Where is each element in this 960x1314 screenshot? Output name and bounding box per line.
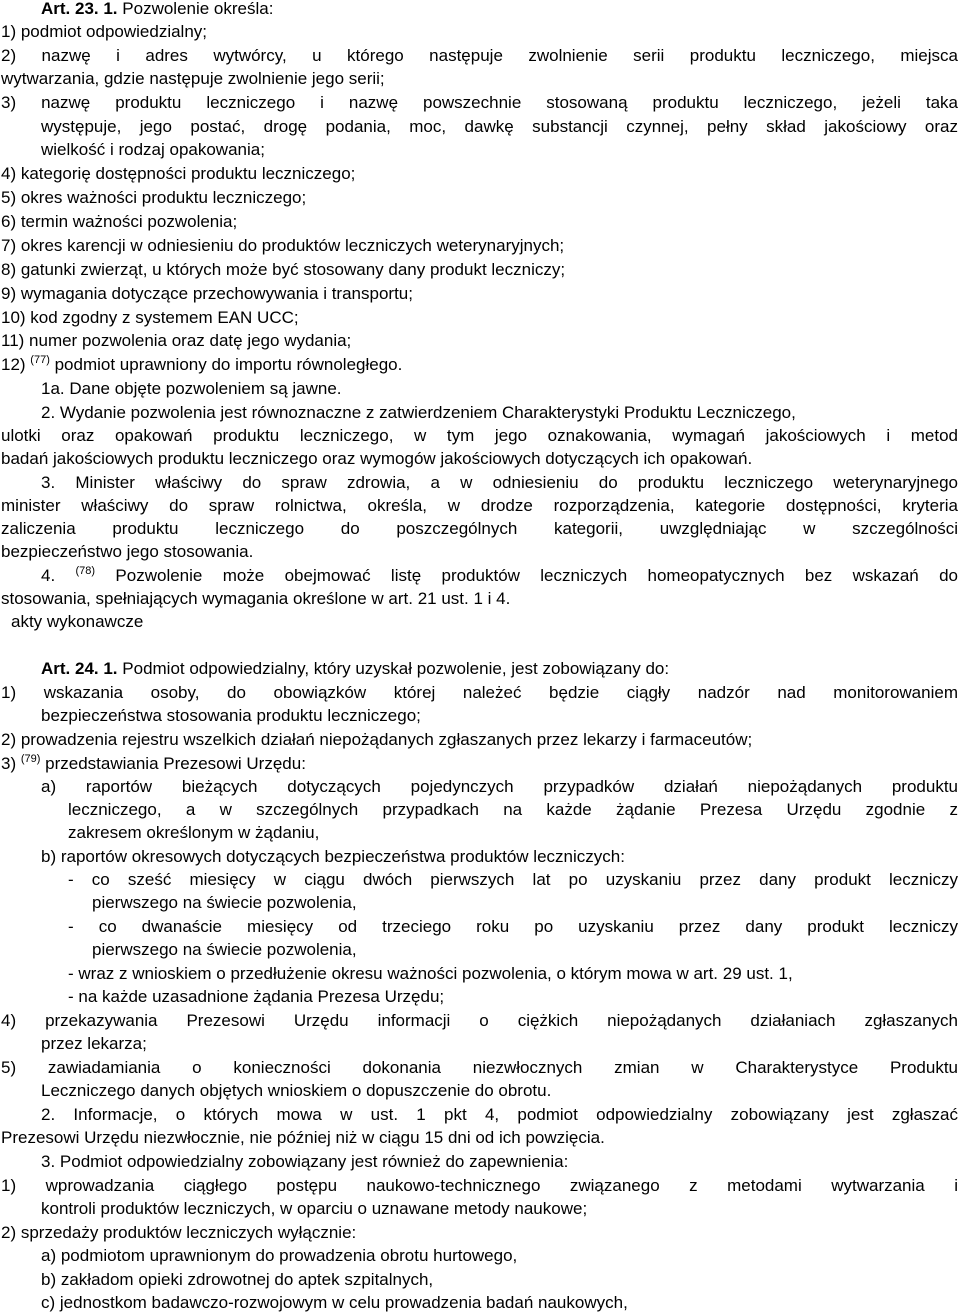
text-line (0, 1197, 958, 1220)
text-segment: - co dwanaście miesięcy od trzeciego roku po uzyskaniu przez dany produkt leczniczy (68, 917, 958, 936)
text-segment: wielkość i rodzaj opakowania; (41, 140, 265, 159)
text-line (0, 138, 958, 161)
text-segment: przedstawiania Prezesowi Urzędu: (40, 754, 306, 773)
text-line (0, 1244, 958, 1267)
text-line (0, 798, 958, 821)
text-line (0, 258, 958, 281)
text-segment: 2) sprzedaży produktów leczniczych wyłącznie: (1, 1223, 357, 1242)
text-line (0, 1268, 958, 1291)
text-line (0, 985, 958, 1008)
text-line (0, 401, 958, 424)
text-line (0, 306, 958, 329)
text-line (0, 353, 958, 376)
text-segment: ulotki oraz opakowań produktu leczniczego, w tym jego oznakowania, wymagań jakościowych i metod (1, 426, 958, 445)
text-segment: leczniczego, a w szczególnych przypadkach na każde żądanie Prezesa Urzędu zgodnie z (68, 800, 958, 819)
text-segment: minister właściwy do spraw rolnictwa, określa, w drodze rozporządzenia, kategorie dostępności, kryteria (1, 496, 958, 515)
text-segment: - co sześć miesięcy w ciągu dwóch pierwszych lat po uzyskaniu przez dany produkt leczniczy (68, 870, 958, 889)
text-line (0, 540, 958, 563)
text-line (0, 517, 958, 540)
text-segment: 2. Informacje, o których mowa w ust. 1 pkt 4, podmiot odpowiedzialny zobowiązany jest zgłaszać (41, 1105, 958, 1124)
text-segment: Pozwolenie może obejmować listę produktów leczniczych homeopatycznych bez wskazań do (95, 566, 958, 585)
text-line (0, 962, 958, 985)
text-segment: - na każde uzasadnione żądania Prezesa Urzędu; (68, 987, 445, 1006)
text-segment: b) zakładom opieki zdrowotnej do aptek szpitalnych, (41, 1270, 434, 1289)
text-line (0, 424, 958, 447)
text-segment: 9) wymagania dotyczące przechowywania i transportu; (1, 284, 413, 303)
text-line (0, 1291, 958, 1314)
text-segment: a) podmiotom uprawnionym do prowadzenia obrotu hurtowego, (41, 1246, 518, 1265)
text-line (0, 657, 958, 680)
text-line (0, 115, 958, 138)
text-segment: 2) prowadzenia rejestru wszelkich działań niepożądanych zgłaszanych przez lekarzy i farmaceutów; (1, 730, 753, 749)
text-segment: Pozwolenie określa: (117, 0, 274, 18)
text-segment: 4) przekazywania Prezesowi Urzędu informacji o ciężkich niepożądanych działaniach zgłaszanych (1, 1011, 958, 1030)
text-segment: 2. (41, 403, 56, 422)
text-segment: Leczniczego danych objętych wnioskiem o dopuszczenie do obrotu. (41, 1081, 552, 1100)
text-segment: zaliczenia produktu leczniczego do poszczególnych kategorii, uwzględniając w szczególności (1, 519, 958, 538)
article-heading: Art. 24. 1. (41, 659, 118, 678)
text-segment: 1) wskazania osoby, do obowiązków której należeć będzie ciągły nadzór nad monitorowaniem (1, 683, 958, 702)
text-line (0, 821, 958, 844)
text-line (0, 891, 958, 914)
text-segment: 5) okres ważności produktu leczniczego; (1, 188, 307, 207)
text-segment: 1) podmiot odpowiedzialny; (1, 22, 208, 41)
text-line (0, 1103, 958, 1126)
text-line (0, 564, 958, 587)
text-segment: a) raportów bieżących dotyczących pojedynczych przypadków działań niepożądanych produktu (41, 777, 958, 796)
text-segment: 6) termin ważności pozwolenia; (1, 212, 238, 231)
text-line (0, 0, 958, 20)
text-segment: - wraz z wnioskiem o przedłużenie okresu ważności pozwolenia, o którym mowa w art. 29 ust. 1, (68, 964, 793, 983)
text-line (0, 91, 958, 114)
text-segment: 11) numer pozwolenia oraz datę jego wydania; (1, 331, 352, 350)
text-segment: Prezesowi Urzędu niezwłocznie, nie później niż w ciągu 15 dni od ich powzięcia. (1, 1128, 605, 1147)
text-segment: Wydanie pozwolenia jest równoznaczne z zatwierdzeniem Charakterystyki Produktu Leczniczego, (55, 403, 796, 422)
footnote-ref: (77) (30, 354, 50, 366)
text-segment: 7) okres karencji w odniesieniu do produktów leczniczych weterynaryjnych; (1, 236, 565, 255)
text-segment: stosowania, spełniających wymagania określone w art. 21 ust. 1 i 4. (1, 589, 511, 608)
text-segment: c) jednostkom badawczo-rozwojowym w celu prowadzenia badań naukowych, (41, 1293, 628, 1312)
text-segment: 10) kod zgodny z systemem EAN UCC; (1, 308, 299, 327)
text-line (0, 234, 958, 257)
text-segment: kontroli produktów leczniczych, w oparciu o uznawane metody naukowe; (41, 1199, 588, 1218)
text-segment: zakresem określonym w żądaniu, (68, 823, 320, 842)
text-line (0, 471, 958, 494)
text-line (0, 1150, 958, 1173)
text-line (0, 67, 958, 90)
text-line (0, 1056, 958, 1079)
text-line (0, 868, 958, 891)
text-segment: badań jakościowych produktu leczniczego oraz wymogów jakościowych dotyczących ich opakowań. (1, 449, 753, 468)
text-line (0, 210, 958, 233)
text-line (0, 447, 958, 470)
text-line (0, 1009, 958, 1032)
text-segment: 3) nazwę produktu leczniczego i nazwę powszechnie stosowaną produktu leczniczego, jeżeli taka (1, 93, 958, 112)
text-segment: akty wykonawcze (11, 612, 144, 631)
text-line (0, 377, 958, 400)
text-line (0, 1079, 958, 1102)
text-segment: pierwszego na świecie pozwolenia, (92, 940, 357, 959)
text-segment: 1a. Dane objęte pozwoleniem są jawne. (41, 379, 342, 398)
text-segment: 3) (1, 754, 21, 773)
text-segment: 12) (1, 355, 31, 374)
text-line (0, 1126, 958, 1149)
text-line (0, 704, 958, 727)
footnote-ref: (78) (75, 565, 96, 577)
text-line (0, 938, 958, 961)
text-line (0, 20, 958, 43)
text-line (0, 845, 958, 868)
text-line (0, 1174, 958, 1197)
text-segment: pierwszego na świecie pozwolenia, (92, 893, 357, 912)
text-segment: 5) zawiadamiania o konieczności dokonania niezwłocznych zmian w Charakterystyce Produktu (1, 1058, 958, 1077)
text-line (0, 494, 958, 517)
text-line (0, 186, 958, 209)
text-segment: 4) kategorię dostępności produktu leczniczego; (1, 164, 356, 183)
text-segment: Minister właściwy do spraw zdrowia, a w odniesieniu do produktu leczniczego weterynaryjnego (55, 473, 958, 492)
text-segment: 2) nazwę i adres wytwórcy, u którego następuje zwolnienie serii produktu leczniczego, miejsca (1, 46, 958, 65)
text-segment: 1) wprowadzania ciągłego postępu naukowo-technicznego związanego z metodami wytwarzania i (1, 1176, 958, 1195)
text-segment: bezpieczeństwa stosowania produktu leczniczego; (41, 706, 421, 725)
text-line (0, 329, 958, 352)
text-line (0, 282, 958, 305)
text-segment: 3. (41, 473, 56, 492)
text-line (0, 775, 958, 798)
text-segment: podmiot uprawniony do importu równoległego. (49, 355, 403, 374)
text-line (0, 1032, 958, 1055)
text-line (0, 1221, 958, 1244)
text-line (0, 587, 958, 610)
footnote-ref: (79) (20, 753, 41, 765)
text-segment: wytwarzania, gdzie następuje zwolnienie jego serii; (1, 69, 385, 88)
text-segment: b) raportów okresowych dotyczących bezpieczeństwa produktów leczniczych: (41, 847, 625, 866)
text-line (0, 162, 958, 185)
text-line (0, 915, 958, 938)
text-segment: 3. Podmiot odpowiedzialny zobowiązany jest również do zapewnienia: (41, 1152, 569, 1171)
text-segment: 4. (41, 566, 76, 585)
text-segment: 8) gatunki zwierząt, u których może być stosowany dany produkt leczniczy; (1, 260, 566, 279)
text-line (0, 681, 958, 704)
text-segment: przez lekarza; (41, 1034, 147, 1053)
text-line (0, 610, 958, 633)
article-heading: Art. 23. 1. (41, 0, 118, 18)
text-line (0, 44, 958, 67)
text-segment: bezpieczeństwo jego stosowania. (1, 542, 254, 561)
text-segment: Podmiot odpowiedzialny, który uzyskał pozwolenie, jest zobowiązany do: (117, 659, 670, 678)
text-segment: występuje, jego postać, drogę podania, moc, dawkę substancji czynnej, pełny skład jakościowy oraz (41, 117, 958, 136)
text-line (0, 728, 958, 751)
text-line (0, 752, 958, 775)
